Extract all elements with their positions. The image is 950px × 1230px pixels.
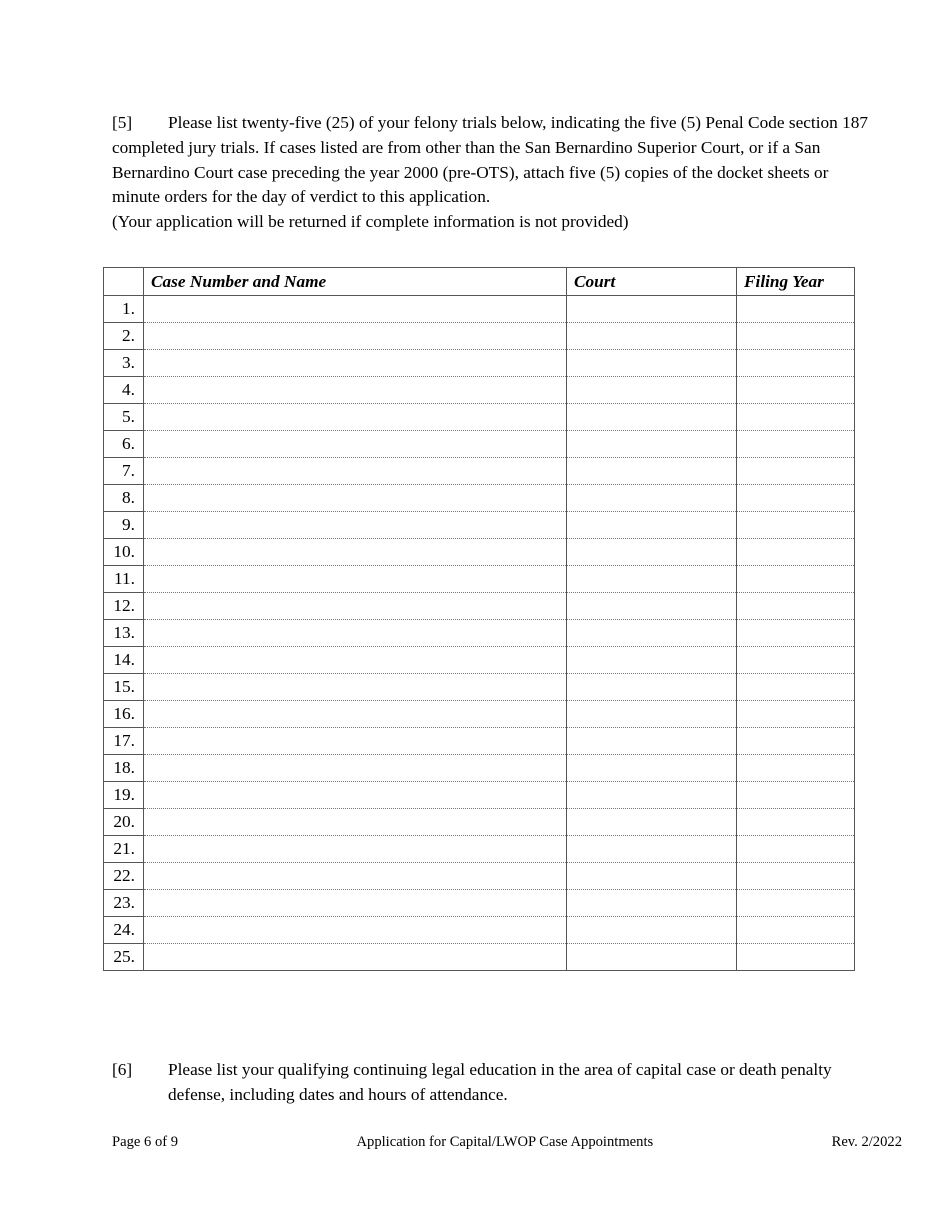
footer-page-number: Page 6 of 9: [112, 1134, 179, 1150]
table-row: [104, 296, 855, 323]
court-cell[interactable]: [567, 404, 737, 431]
row-number: 3.: [104, 350, 144, 377]
table-header-row: [104, 268, 855, 296]
court-cell[interactable]: [567, 917, 737, 944]
court-cell[interactable]: [567, 890, 737, 917]
court-cell[interactable]: [567, 431, 737, 458]
filing-year-cell[interactable]: [737, 512, 855, 539]
table-row: [104, 620, 855, 647]
case-number-and-name-cell[interactable]: [144, 431, 567, 458]
row-number: 23.: [104, 890, 144, 917]
row-number: 4.: [104, 377, 144, 404]
section-6-text: Please list your qualifying continuing legal education in the area of capital case or death penalty defense, including dates and hours of attendance.: [168, 1060, 832, 1104]
row-number: 19.: [104, 782, 144, 809]
case-number-and-name-cell[interactable]: [144, 323, 567, 350]
court-cell[interactable]: [567, 458, 737, 485]
filing-year-cell[interactable]: [737, 755, 855, 782]
filing-year-cell[interactable]: [737, 782, 855, 809]
row-number: 11.: [104, 566, 144, 593]
court-cell[interactable]: [567, 377, 737, 404]
row-number: 10.: [104, 539, 144, 566]
table-row: [104, 593, 855, 620]
table-row: [104, 458, 855, 485]
court-cell[interactable]: [567, 512, 737, 539]
case-number-and-name-cell[interactable]: [144, 458, 567, 485]
row-number: 25.: [104, 944, 144, 971]
row-number: 17.: [104, 728, 144, 755]
filing-year-cell[interactable]: [737, 836, 855, 863]
row-number: 14.: [104, 647, 144, 674]
footer-title: Application for Capital/LWOP Case Appointments: [356, 1134, 654, 1150]
row-number: 24.: [104, 917, 144, 944]
case-number-and-name-cell[interactable]: [144, 485, 567, 512]
filing-year-cell[interactable]: [737, 323, 855, 350]
header-filing-year: Filing Year: [737, 268, 855, 296]
court-cell[interactable]: [567, 620, 737, 647]
court-cell[interactable]: [567, 323, 737, 350]
case-number-and-name-cell[interactable]: [144, 917, 567, 944]
case-number-and-name-cell[interactable]: [144, 620, 567, 647]
case-number-and-name-cell[interactable]: [144, 566, 567, 593]
court-cell[interactable]: [567, 593, 737, 620]
section-5-note: (Your application will be returned if complete information is not provided): [112, 212, 629, 232]
footer-revision: Rev. 2/2022: [831, 1134, 902, 1150]
header-case-number-and-name: Case Number and Name: [144, 268, 567, 296]
filing-year-cell[interactable]: [737, 296, 855, 323]
table-row: [104, 809, 855, 836]
court-cell[interactable]: [567, 728, 737, 755]
row-number: 13.: [104, 620, 144, 647]
table-row: [104, 782, 855, 809]
table-row: [104, 917, 855, 944]
case-number-and-name-cell[interactable]: [144, 728, 567, 755]
court-cell[interactable]: [567, 944, 737, 971]
row-number: 18.: [104, 755, 144, 782]
court-cell[interactable]: [567, 755, 737, 782]
case-number-and-name-cell[interactable]: [144, 701, 567, 728]
case-number-and-name-cell[interactable]: [144, 404, 567, 431]
section-6-paragraph: [112, 1058, 872, 1108]
court-cell[interactable]: [567, 296, 737, 323]
court-cell[interactable]: [567, 863, 737, 890]
filing-year-cell[interactable]: [737, 593, 855, 620]
row-number: 22.: [104, 863, 144, 890]
filing-year-cell[interactable]: [737, 809, 855, 836]
court-cell[interactable]: [567, 674, 737, 701]
row-number: 12.: [104, 593, 144, 620]
header-court: Court: [567, 268, 737, 296]
section-5-paragraph: [112, 111, 872, 235]
case-number-and-name-cell[interactable]: [144, 377, 567, 404]
filing-year-cell[interactable]: [737, 458, 855, 485]
filing-year-cell[interactable]: [737, 485, 855, 512]
court-cell[interactable]: [567, 350, 737, 377]
case-number-and-name-cell[interactable]: [144, 593, 567, 620]
table-row: [104, 890, 855, 917]
filing-year-cell[interactable]: [737, 863, 855, 890]
table-row: [104, 485, 855, 512]
filing-year-cell[interactable]: [737, 944, 855, 971]
table-row: [104, 512, 855, 539]
case-number-and-name-cell[interactable]: [144, 755, 567, 782]
filing-year-cell[interactable]: [737, 890, 855, 917]
row-number: 2.: [104, 323, 144, 350]
row-number: 15.: [104, 674, 144, 701]
filing-year-cell[interactable]: [737, 404, 855, 431]
row-number: 5.: [104, 404, 144, 431]
court-cell[interactable]: [567, 809, 737, 836]
felony-trials-table: [103, 267, 855, 971]
table-row: [104, 323, 855, 350]
court-cell[interactable]: [567, 782, 737, 809]
table-row: [104, 350, 855, 377]
filing-year-cell[interactable]: [737, 566, 855, 593]
table-row: [104, 728, 855, 755]
row-number: 8.: [104, 485, 144, 512]
table-row: [104, 836, 855, 863]
filing-year-cell[interactable]: [737, 917, 855, 944]
court-cell[interactable]: [567, 539, 737, 566]
case-number-and-name-cell[interactable]: [144, 836, 567, 863]
table-row: [104, 566, 855, 593]
case-number-and-name-cell[interactable]: [144, 539, 567, 566]
case-number-and-name-cell[interactable]: [144, 512, 567, 539]
row-number: 7.: [104, 458, 144, 485]
page-footer: [112, 1134, 902, 1151]
table-row: [104, 539, 855, 566]
table-row: [104, 674, 855, 701]
table-row: [104, 701, 855, 728]
filing-year-cell[interactable]: [737, 620, 855, 647]
case-number-and-name-cell[interactable]: [144, 944, 567, 971]
case-number-and-name-cell[interactable]: [144, 782, 567, 809]
row-number: 16.: [104, 701, 144, 728]
court-cell[interactable]: [567, 485, 737, 512]
table-row: [104, 377, 855, 404]
case-number-and-name-cell[interactable]: [144, 674, 567, 701]
court-cell[interactable]: [567, 701, 737, 728]
filing-year-cell[interactable]: [737, 674, 855, 701]
row-number: 6.: [104, 431, 144, 458]
row-number: 21.: [104, 836, 144, 863]
filing-year-cell[interactable]: [737, 728, 855, 755]
court-cell[interactable]: [567, 647, 737, 674]
case-number-and-name-cell[interactable]: [144, 863, 567, 890]
court-cell[interactable]: [567, 566, 737, 593]
row-number: 20.: [104, 809, 144, 836]
case-number-and-name-cell[interactable]: [144, 647, 567, 674]
filing-year-cell[interactable]: [737, 647, 855, 674]
court-cell[interactable]: [567, 836, 737, 863]
section-5-text: Please list twenty-five (25) of your felony trials below, indicating the five (5) Penal Code section 187 completed jury trials. If cases listed are from other than the San Bernardino Superior Court, or if a San Bernardino Court case preceding the year 2000 (pre-OTS), attach five (5) copies of the docket sheets or minute orders for the day of verdict to this application.: [112, 113, 869, 207]
case-number-and-name-cell[interactable]: [144, 890, 567, 917]
filing-year-cell[interactable]: [737, 701, 855, 728]
table-row: [104, 647, 855, 674]
table-row: [104, 755, 855, 782]
section-5-number: [5]: [112, 113, 133, 132]
filing-year-cell[interactable]: [737, 431, 855, 458]
case-number-and-name-cell[interactable]: [144, 809, 567, 836]
row-number: 9.: [104, 512, 144, 539]
section-6-number: [6]: [112, 1060, 133, 1079]
row-number: 1.: [104, 296, 144, 323]
filing-year-cell[interactable]: [737, 350, 855, 377]
case-number-and-name-cell[interactable]: [144, 296, 567, 323]
table-row: [104, 431, 855, 458]
filing-year-cell[interactable]: [737, 377, 855, 404]
table-row: [104, 404, 855, 431]
header-number: [104, 268, 144, 296]
table-row: [104, 944, 855, 971]
table-row: [104, 863, 855, 890]
case-number-and-name-cell[interactable]: [144, 350, 567, 377]
filing-year-cell[interactable]: [737, 539, 855, 566]
